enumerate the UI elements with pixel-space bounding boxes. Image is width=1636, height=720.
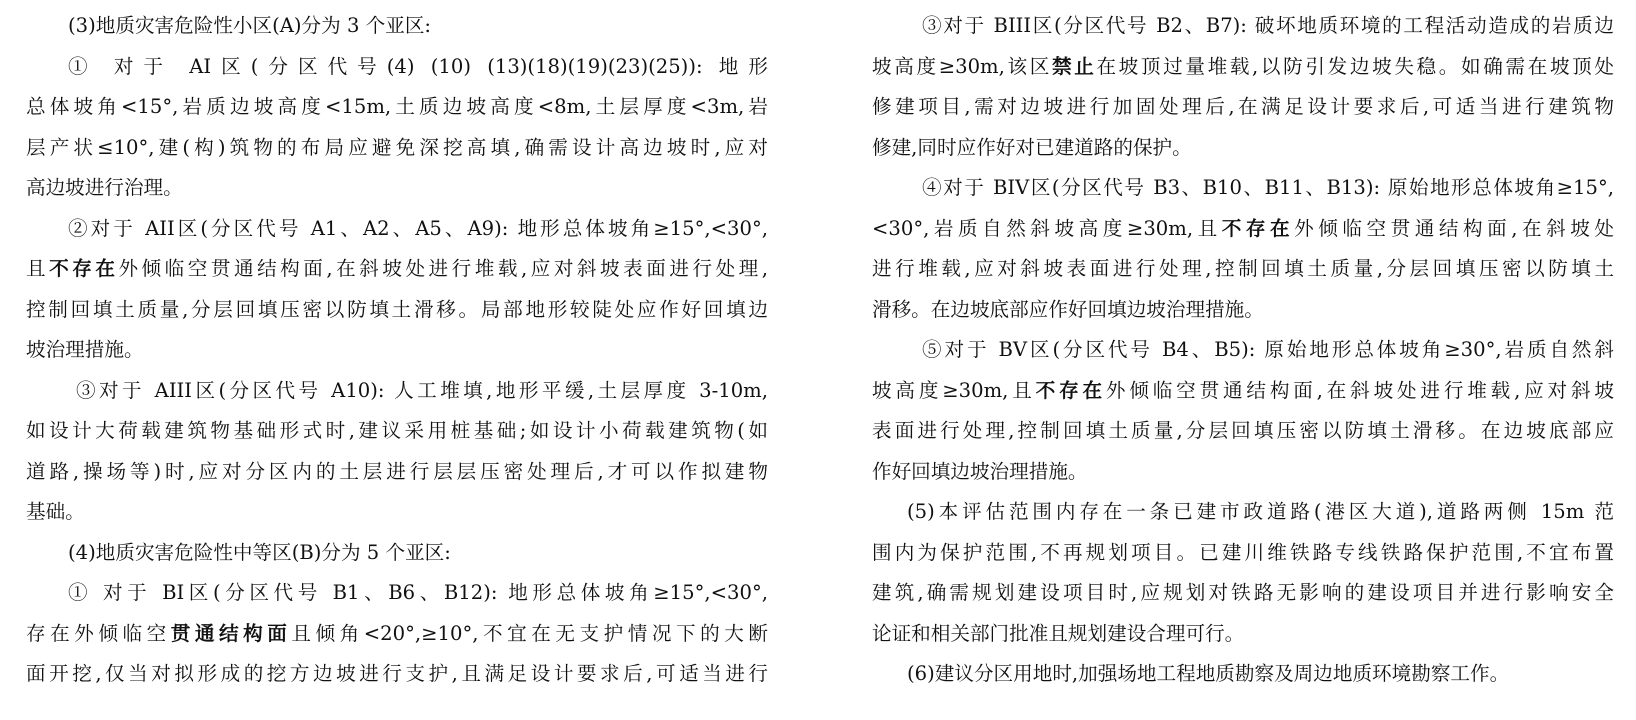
text-line: (5)本评估范围内存在一条已建市政道路(港区大道),道路两侧 15m 范: [907, 500, 1614, 523]
text-line: 论证和相关部门批准且规划建设合理可行。: [872, 621, 1245, 645]
text-line: ④对于 BIV区(分区代号 B3、B10、B11、B13): 原始地形总体坡角≥15°,: [922, 176, 1614, 199]
text-line: (4)地质灾害危险性中等区(B)分为 5 个亚区:: [68, 540, 451, 564]
text-line: <30°,岩质自然斜坡高度≥30m,且不存在外倾临空贯通结构面,在斜坡处: [872, 216, 1614, 240]
text-line: (3)地质灾害危险性小区(A)分为 3 个亚区:: [68, 14, 432, 37]
right-column: [872, 6, 1614, 695]
text-line: 滑移。在边坡底部应作好回填边坡治理措施。: [872, 297, 1264, 321]
text-line: ① 对于 AI区(分区代号(4) (10) (13)(18)(19)(23)(25)): 地形: [68, 54, 768, 78]
text-line: 作好回填边坡治理措施。: [872, 459, 1088, 483]
text-line: 道路,操场等)时,应对分区内的土层进行层层压密处理后,才可以作拟建物: [26, 459, 768, 483]
text-line: 坡高度≥30m,且不存在外倾临空贯通结构面,在斜坡处进行堆载,应对斜坡: [872, 378, 1614, 402]
text-line: 坡治理措施。: [26, 338, 144, 361]
text-line: 存在外倾临空贯通结构面且倾角<20°,≥10°,不宜在无支护情况下的大断: [26, 621, 768, 645]
text-line: 表面进行处理,控制回填土质量,分层回填压密以防填土滑移。在边坡底部应: [872, 419, 1614, 442]
text-line: ②对于 AII区(分区代号 A1、A2、A5、A9): 地形总体坡角≥15°,<30°,: [68, 216, 768, 240]
text-line: 如设计大荷载建筑物基础形式时,建议采用桩基础;如设计小荷载建筑物(如: [26, 419, 768, 442]
text-line: 进行堆载,应对斜坡表面进行处理,控制回填土质量,分层回填压密以防填土: [872, 257, 1614, 280]
text-line: 且不存在外倾临空贯通结构面,在斜坡处进行堆载,应对斜坡表面进行处理,: [26, 257, 768, 280]
text-line: 层产状≤10°,建(构)筑物的布局应避免深挖高填,确需设计高边坡时,应对: [26, 135, 768, 159]
text-line: (6)建议分区用地时,加强场地工程地质勘察及周边地质环境勘察工作。: [907, 662, 1510, 685]
text-line: 围内为保护范围,不再规划项目。已建川维铁路专线铁路保护范围,不宜布置: [872, 540, 1614, 564]
text-line: 总体坡角<15°,岩质边坡高度<15m,土质边坡高度<8m,土层厚度<3m,岩: [26, 95, 768, 118]
text-line: ③对于 AIII区(分区代号 A10): 人工堆填,地形平缓,土层厚度 3-10m,: [76, 378, 768, 402]
text-line: 基础。: [26, 500, 85, 523]
text-line: 修建,同时应作好对已建道路的保护。: [872, 135, 1192, 159]
text-line: ③对于 BIII区(分区代号 B2、B7): 破坏地质环境的工程活动造成的岩质边: [922, 14, 1614, 37]
text-line: 修建项目,需对边坡进行加固处理后,在满足设计要求后,可适当进行建筑物: [872, 95, 1614, 118]
text-line: 建筑,确需规划建设项目时,应规划对铁路无影响的建设项目并进行影响安全: [872, 581, 1614, 604]
text-line: 面开挖,仅当对拟形成的挖方边坡进行支护,且满足设计要求后,可适当进行: [26, 662, 768, 685]
text-line: 坡高度≥30m,该区禁止在坡顶过量堆载,以防引发边坡失稳。如确需在坡顶处: [872, 54, 1614, 78]
text-line: 控制回填土质量,分层回填压密以防填土滑移。局部地形较陡处应作好回填边: [26, 297, 768, 321]
text-line: ⑤对于 BV区(分区代号 B4、B5): 原始地形总体坡角≥30°,岩质自然斜: [922, 338, 1614, 361]
left-column: [26, 6, 768, 695]
text-line: ① 对于 BI区(分区代号 B1、B6、B12): 地形总体坡角≥15°,<30°,: [68, 581, 768, 604]
text-line: 高边坡进行治理。: [26, 176, 183, 199]
